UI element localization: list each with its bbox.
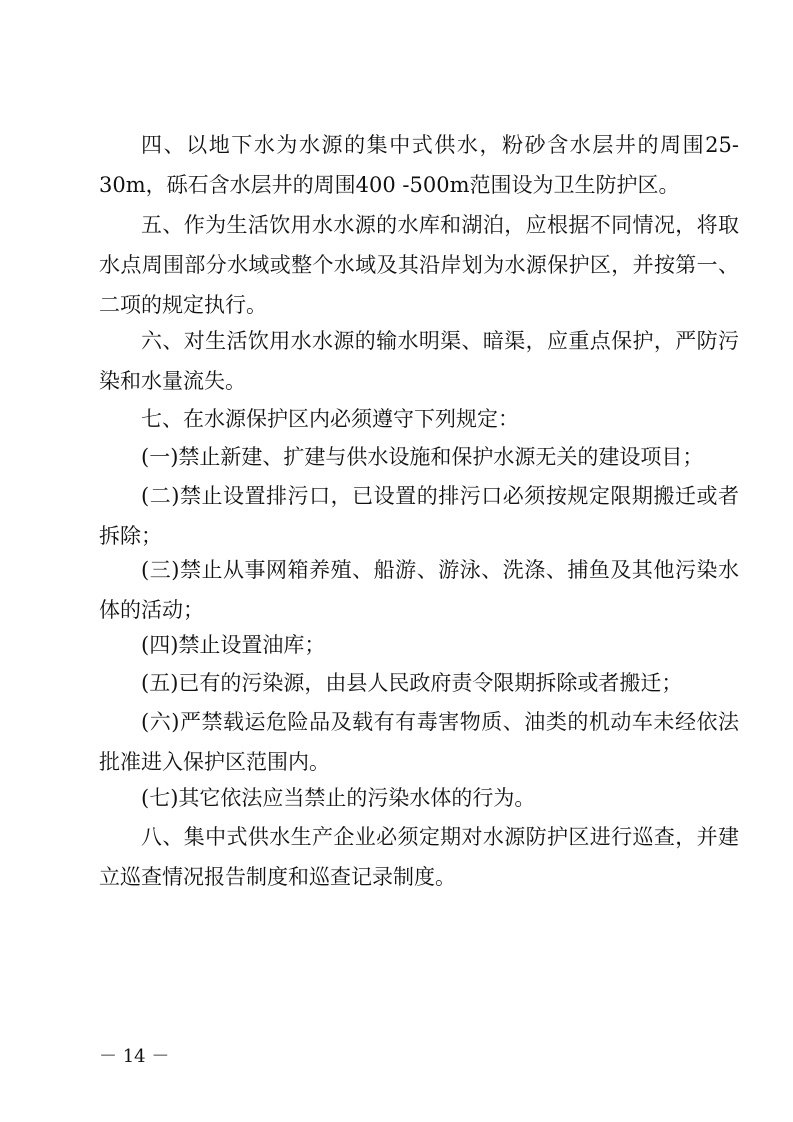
paragraph-inspection-duty: 八、集中式供水生产企业必须定期对水源防护区进行巡查，并建立巡查情况报告制度和巡查记录制度。 [99,825,739,889]
page-number: － 14 － [99,1046,170,1067]
paragraph-rule-1: (一)禁止新建、扩建与供水设施和保护水源无关的建设项目； [141,445,704,469]
paragraph-reservoir-protection: 五、作为生活饮用水水源的水库和湖泊，应根据不同情况，将取水点周围部分水域或整个水域及其沿岸划为水源保护区，并按第一、二项的规定执行。 [99,213,739,317]
paragraph-groundwater-protection: 四、以地下水为水源的集中式供水，粉砂含水层井的周围25-30m，砾石含水层井的周围400 -500m范围设为卫生防护区。 [99,133,739,197]
paragraph-rule-3: (三)禁止从事网箱养殖、船游、游泳、洗涤、捕鱼及其他污染水体的活动； [99,558,739,622]
paragraph-rule-4: (四)禁止设置油库； [141,633,326,657]
paragraph-channel-protection: 六、对生活饮用水水源的输水明渠、暗渠，应重点保护，严防污染和水量流失。 [99,329,739,393]
paragraph-protection-rules-heading: 七、在水源保护区内必须遵守下列规定： [141,407,519,431]
paragraph-rule-7: (七)其它依法应当禁止的污染水体的行为。 [141,786,536,810]
paragraph-rule-6: (六)严禁载运危险品及载有有毒害物质、油类的机动车未经依法批准进入保护区范围内。 [99,710,739,774]
paragraph-rule-2: (二)禁止设置排污口，已设置的排污口必须按规定限期搬迁或者拆除； [99,484,739,548]
paragraph-rule-5: (五)已有的污染源，由县人民政府责令限期拆除或者搬迁； [141,671,683,695]
